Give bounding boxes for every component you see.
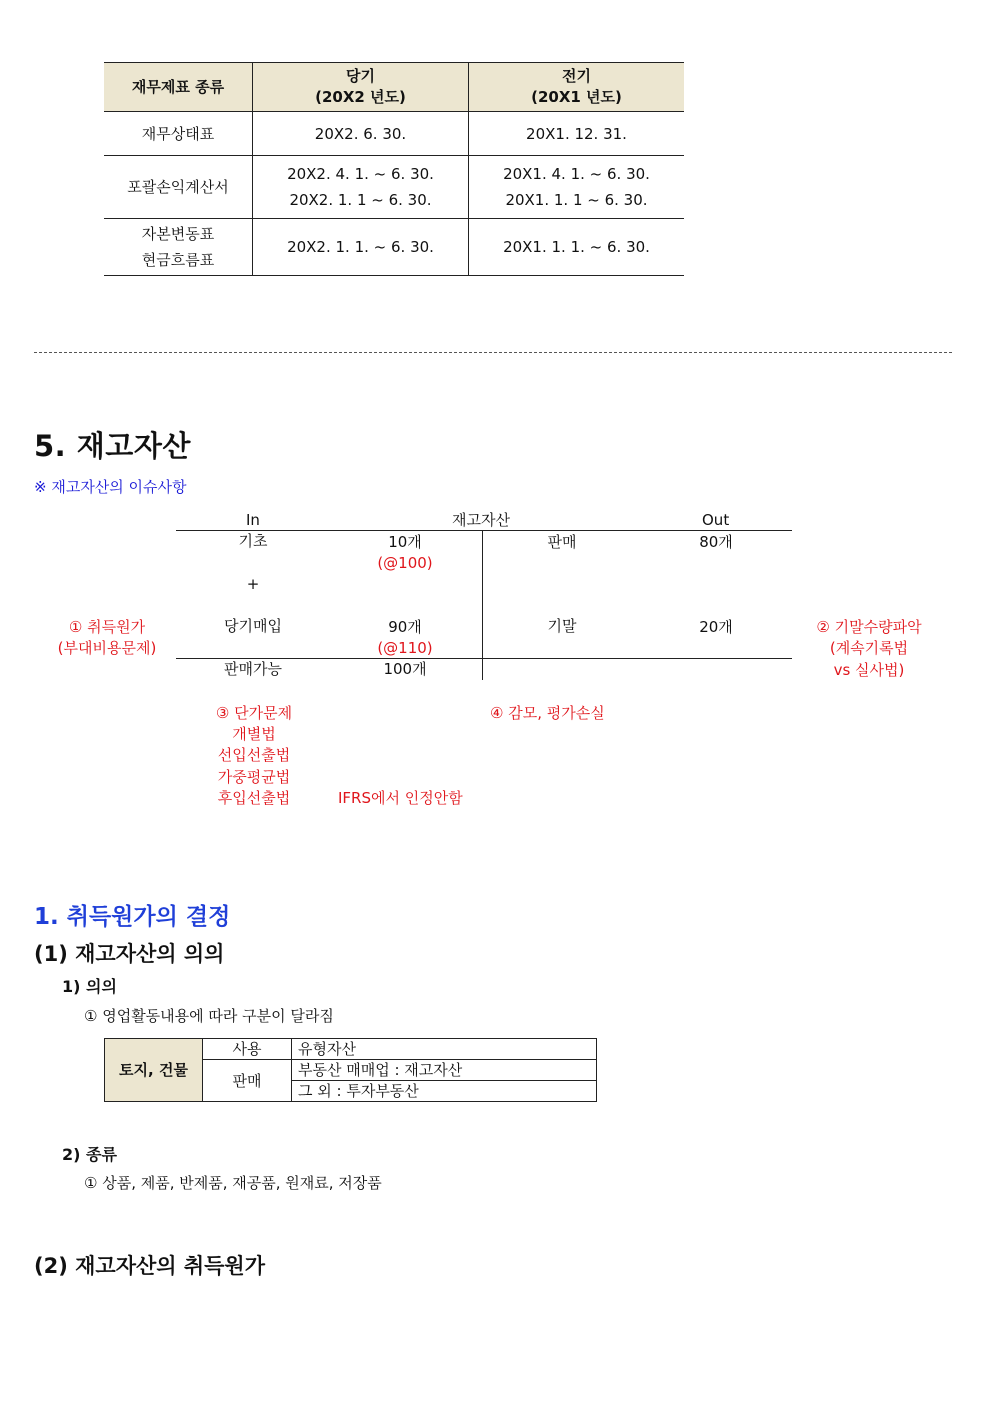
ending-qty: 20개 (699, 618, 733, 636)
sale-label: 판매 (203, 1060, 292, 1102)
item-business-activity: ① 영업활동내용에 따라 구분이 달라짐 (84, 1007, 334, 1025)
available-label: 판매가능 (224, 660, 282, 678)
purchase-label: 당기매입 (224, 617, 282, 635)
prior-date: 20X1. 12. 31. (469, 112, 685, 156)
table-row (104, 112, 684, 156)
purchase-qty: 90개 (388, 618, 422, 636)
table-row (104, 219, 684, 276)
current-date-range-cumulative: 20X2. 1. 1 ~ 6. 30. (289, 191, 432, 209)
current-date: 20X2. 1. 1. ~ 6. 30. (253, 219, 469, 276)
issue-acquisition-cost-sub: (부대비용문제) (57, 639, 157, 657)
purchase-price: (@110) (377, 639, 433, 657)
heading-inventory-acquisition-cost: (2) 재고자산의 취득원가 (34, 1254, 266, 1278)
t-account-in-label: In (246, 511, 260, 529)
section-title: 5. 재고자산 (34, 429, 191, 463)
subheading-types: 2) 종류 (62, 1145, 117, 1164)
sale-value-other: 그 외 : 투자부동산 (292, 1081, 597, 1102)
available-qty: 100개 (383, 660, 427, 678)
beginning-price: (@100) (377, 554, 433, 572)
use-value: 유형자산 (292, 1039, 597, 1060)
land-building-key: 토지, 건물 (105, 1039, 203, 1102)
prior-date-range-quarter: 20X1. 4. 1. ~ 6. 30. (503, 165, 650, 183)
statement-kind: 자본변동표 현금흐름표 (104, 219, 253, 276)
header-current-period: 당기 (20X2 년도) (253, 63, 469, 112)
sales-qty: 80개 (699, 533, 733, 551)
statement-kind: 재무상태표 (104, 112, 253, 156)
beginning-qty: 10개 (388, 533, 422, 551)
item-inventory-types: ① 상품, 제품, 반제품, 재공품, 원재료, 저장품 (84, 1174, 382, 1192)
heading-definition: (1) 재고자산의 의의 (34, 942, 225, 966)
prior-date-range (469, 156, 685, 219)
current-date: 20X2. 6. 30. (253, 112, 469, 156)
statement-kind: 포괄손익계산서 (104, 156, 253, 219)
issue-ending-quantity-sub1: (계속기록법 (829, 639, 909, 657)
issue-ending-quantity-sub2: vs 실사법) (833, 661, 905, 679)
method-lifo: 후입선출법 (217, 789, 291, 807)
t-account-out-label: Out (702, 511, 730, 529)
issue-acquisition-cost: ① 취득원가 (68, 618, 146, 636)
method-weighted-average: 가중평균법 (217, 768, 291, 786)
sales-label: 판매 (547, 533, 577, 551)
t-account-title: 재고자산 (452, 511, 510, 529)
sale-value-realestate: 부동산 매매업 : 재고자산 (292, 1060, 597, 1081)
period-table (104, 62, 684, 276)
subheading-meaning: 1) 의의 (62, 977, 117, 996)
current-date-range-quarter: 20X2. 4. 1. ~ 6. 30. (287, 165, 434, 183)
lifo-ifrs-note: IFRS에서 인정안함 (338, 789, 463, 807)
prior-date: 20X1. 1. 1. ~ 6. 30. (469, 219, 685, 276)
beginning-label: 기초 (238, 532, 268, 550)
method-specific: 개별법 (232, 725, 276, 743)
header-statement-type: 재무제표 종류 (104, 63, 253, 112)
heading-acquisition-cost: 1. 취득원가의 결정 (34, 904, 231, 930)
land-building-table (104, 1038, 597, 1102)
issue-writedown: ④ 감모, 평가손실 (490, 704, 605, 722)
section-divider (34, 352, 952, 353)
table-row (104, 156, 684, 219)
use-label: 사용 (203, 1039, 292, 1060)
issue-note: ※ 재고자산의 이슈사항 (34, 478, 187, 496)
issue-ending-quantity: ② 기말수량파악 (816, 618, 922, 636)
prior-date-range-cumulative: 20X1. 1. 1 ~ 6. 30. (505, 191, 648, 209)
plus-sign: + (246, 575, 260, 593)
ending-label: 기말 (547, 617, 577, 635)
method-fifo: 선입선출법 (217, 746, 291, 764)
current-date-range (253, 156, 469, 219)
issue-unit-cost: ③ 단가문제 (215, 704, 293, 722)
header-prior-period: 전기 (20X1 년도) (469, 63, 685, 112)
